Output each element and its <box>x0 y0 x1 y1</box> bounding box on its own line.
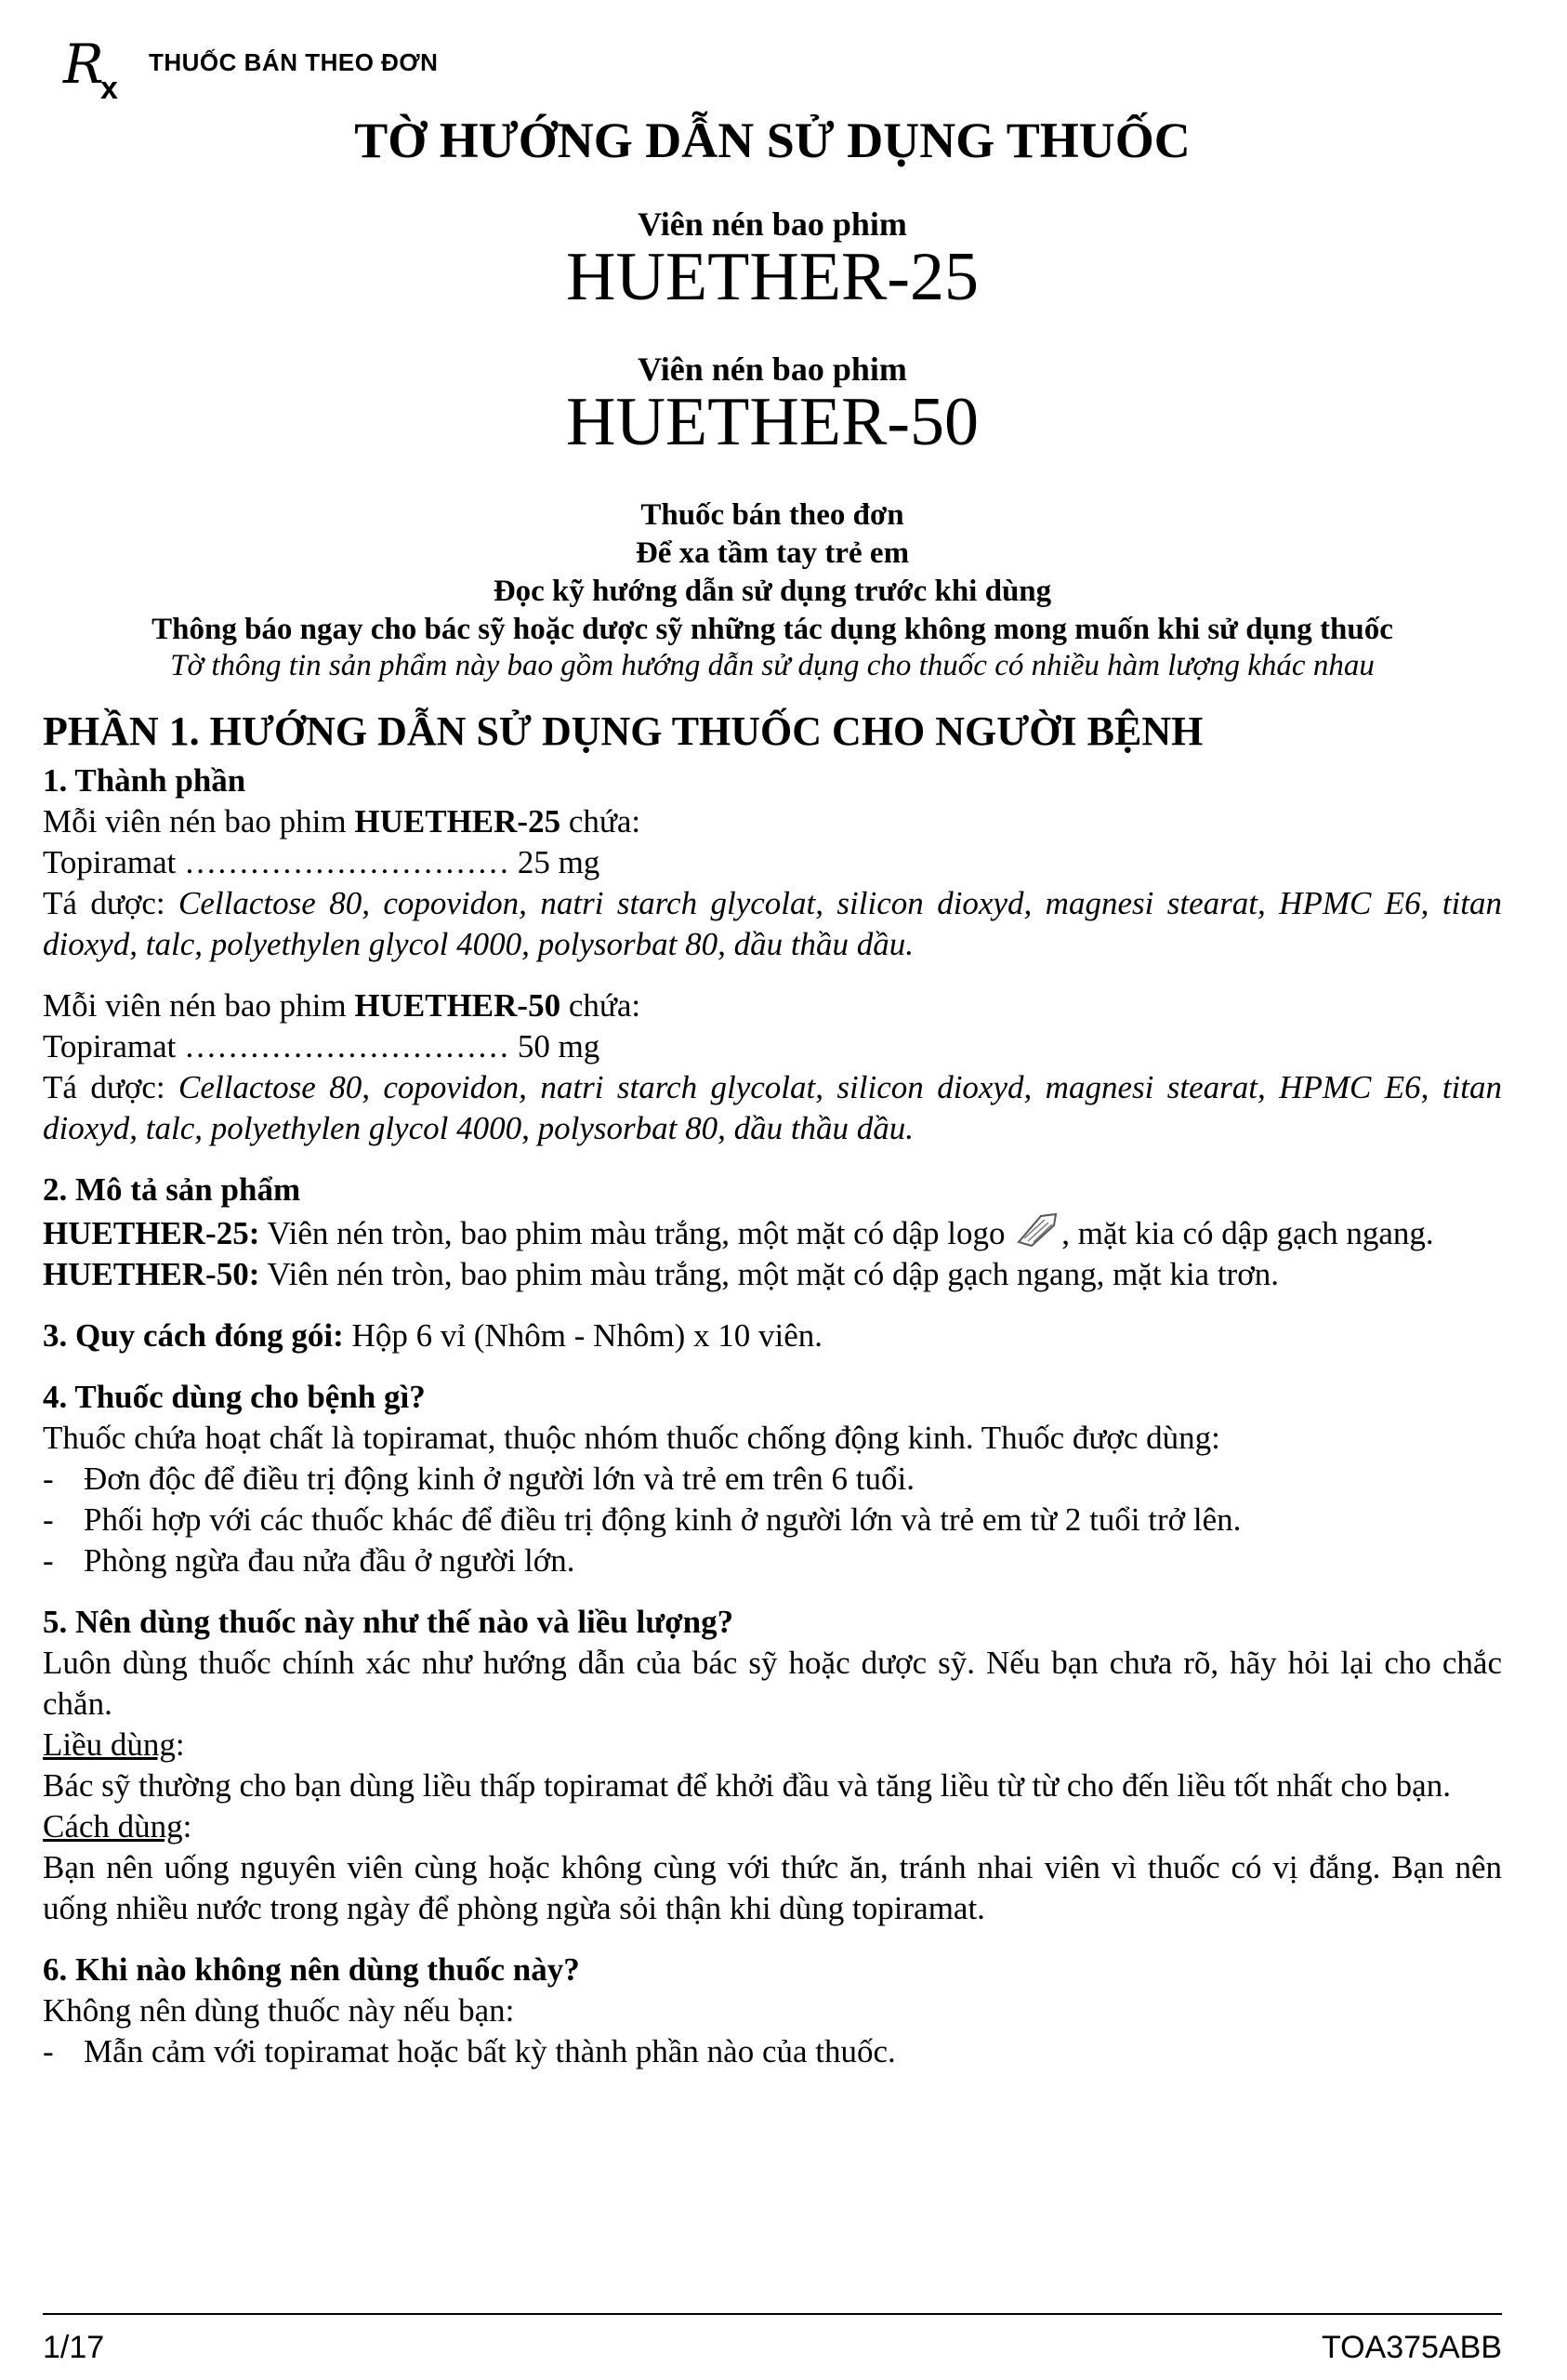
section1-heading: 1. Thành phần <box>43 762 246 799</box>
product1-form: Viên nén bao phim <box>638 205 907 243</box>
administration-text: Bạn nên uống nguyên viên cùng hoặc không cùng với thức ăn, tránh nhai viên vì thuốc có vị đắng. Bạn nên uống nhiều nước trong ngày để phòng ngừa sỏi thận khi dùng topiramat. <box>43 1849 1502 1926</box>
document-code: TOA375ABB <box>1321 2330 1502 2365</box>
section5-heading: 5. Nên dùng thuốc này như thế nào và liều lượng? <box>43 1604 734 1640</box>
dosage-intro: Luôn dùng thuốc chính xác như hướng dẫn của bác sỹ hoặc dược sỹ. Nếu bạn chưa rõ, hãy hỏi lại cho chắc chắn. <box>43 1645 1502 1722</box>
prescription-label: THUỐC BÁN THEO ĐƠN <box>149 48 439 76</box>
dosage-label: Liều dùng: <box>43 1726 185 1763</box>
rx-symbol-x: x <box>100 71 118 106</box>
footer-divider <box>43 2313 1502 2315</box>
description-25: HUETHER-25: Viên nén tròn, bao phim màu trắng, một mặt có dập logo , mặt kia có dập gạch ngang. <box>43 1210 1502 1254</box>
administration-label: Cách dùng: <box>43 1808 192 1844</box>
indications-intro: Thuốc chứa hoạt chất là topiramat, thuộc nhóm thuốc chống động kinh. Thuốc được dùng: <box>43 1420 1220 1456</box>
section6-heading: 6. Khi nào không nên dùng thuốc này? <box>43 1951 580 1988</box>
notice-keep-away: Để xa tầm tay trẻ em <box>635 536 910 570</box>
part1-heading: PHẦN 1. HƯỚNG DẪN SỬ DỤNG THUỐC CHO NGƯỜI BỆNH <box>43 708 1204 754</box>
notice-report-side-effects: Thông báo ngay cho bác sỹ hoặc dược sỹ những tác dụng không mong muốn khi sử dụng thuốc <box>151 613 1393 646</box>
section3-packaging: 3. Quy cách đóng gói: Hộp 6 vỉ (Nhôm - Nhôm) x 10 viên. <box>43 1317 823 1354</box>
composition-50-intro: Mỗi viên nén bao phim HUETHER-50 chứa: <box>43 987 641 1024</box>
section2-heading: 2. Mô tả sản phẩm <box>43 1171 301 1208</box>
product1-name: HUETHER-25 <box>566 239 979 315</box>
rx-symbol-r: R <box>63 33 104 96</box>
product2-form: Viên nén bao phim <box>638 350 907 388</box>
section4-heading: 4. Thuốc dùng cho bệnh gì? <box>43 1379 426 1415</box>
dosage-text: Bác sỹ thường cho bạn dùng liều thấp topiramat để khởi đầu và tăng liều từ từ cho đến liều tốt nhất cho bạn. <box>43 1767 1451 1804</box>
notice-read-carefully: Đọc kỹ hướng dẫn sử dụng trước khi dùng <box>493 575 1052 608</box>
document-title: TỜ HƯỚNG DẪN SỬ DỤNG THUỐC <box>354 112 1191 168</box>
list-item: - Đơn độc để điều trị động kinh ở người lớn và trẻ em trên 6 tuổi. <box>43 1461 915 1497</box>
page-number: 1/17 <box>43 2330 105 2365</box>
notice-multiple-strengths: Tờ thông tin sản phẩm này bao gồm hướng dẫn sử dụng cho thuốc có nhiều hàm lượng khác nhau <box>170 649 1375 682</box>
product2-name: HUETHER-50 <box>566 384 979 460</box>
description-50: HUETHER-50: Viên nén tròn, bao phim màu trắng, một mặt có dập gạch ngang, mặt kia trơn. <box>43 1256 1279 1292</box>
composition-25-excipients: Tá dược: Cellactose 80, copovidon, natri starch glycolat, silicon dioxyd, magnesi stearat, HPMC E6, titan dioxyd, talc, polyethylen glycol 4000, polysorbat 80, dầu thầu dầu. <box>43 885 1502 962</box>
list-item: - Phối hợp với các thuốc khác để điều trị động kinh ở người lớn và trẻ em từ 2 tuổi trở lên. <box>43 1501 1242 1538</box>
composition-50-excipients: Tá dược: Cellactose 80, copovidon, natri starch glycolat, silicon dioxyd, magnesi stearat, HPMC E6, titan dioxyd, talc, polyethylen glycol 4000, polysorbat 80, dầu thầu dầu. <box>43 1069 1502 1146</box>
part1-content <box>43 707 1502 2072</box>
composition-25-intro: Mỗi viên nén bao phim HUETHER-25 chứa: <box>43 803 641 840</box>
composition-25-active: Topiramat ………………………… 25 mg <box>43 844 600 880</box>
list-item: - Phòng ngừa đau nửa đầu ở người lớn. <box>43 1542 575 1579</box>
list-item: - Mẫn cảm với topiramat hoặc bất kỳ thành phần nào của thuốc. <box>43 2033 896 2069</box>
document-page <box>43 0 1502 2380</box>
tablet-logo-icon <box>1013 1210 1061 1248</box>
contraindications-intro: Không nên dùng thuốc này nếu bạn: <box>43 1992 515 2029</box>
rx-header <box>63 33 454 112</box>
notice-prescription: Thuốc bán theo đơn <box>640 498 904 532</box>
composition-50-active: Topiramat ………………………… 50 mg <box>43 1028 600 1064</box>
